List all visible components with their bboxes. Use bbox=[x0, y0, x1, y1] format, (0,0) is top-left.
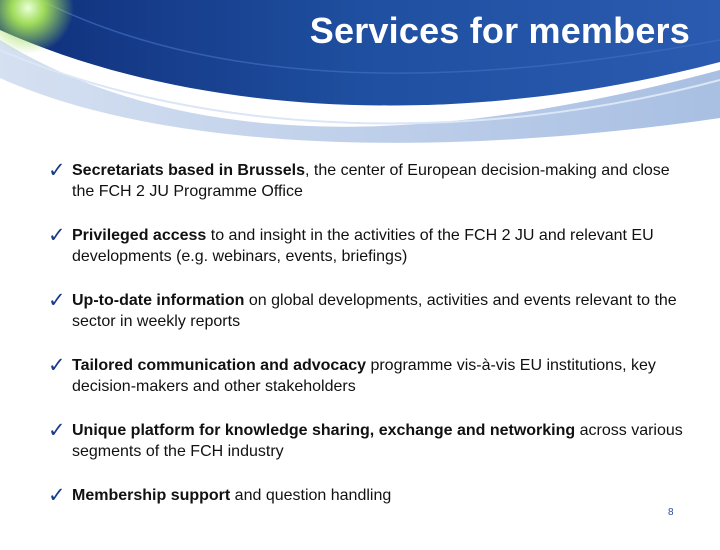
bullet-bold-text: Privileged access bbox=[72, 227, 207, 244]
bullet-bold-text: Up-to-date information bbox=[72, 292, 245, 309]
checkmark-icon: ✓ bbox=[48, 288, 66, 312]
bullet-text: programme vis-à-vis EU institutions, key decision-makers and other stakeholders bbox=[72, 357, 656, 395]
bullet-text: on global developments, activities and events relevant to the sector in weekly reports bbox=[72, 292, 677, 330]
bullet-bold-text: Tailored communication and advocacy bbox=[72, 357, 366, 374]
checkmark-icon: ✓ bbox=[48, 158, 66, 182]
list-item bbox=[48, 290, 688, 355]
checkmark-icon: ✓ bbox=[48, 418, 66, 442]
list-item bbox=[48, 485, 688, 550]
list-item bbox=[48, 225, 688, 290]
bullet-text: , the center of European decision-making and close the FCH 2 JU Programme Office bbox=[72, 162, 670, 200]
list-item bbox=[48, 355, 688, 420]
checkmark-icon: ✓ bbox=[48, 353, 66, 377]
list-item bbox=[48, 420, 688, 485]
bullet-bold-text: Unique platform for knowledge sharing, exchange and networking bbox=[72, 422, 576, 439]
bullet-bold-text: Membership support bbox=[72, 487, 231, 504]
header-banner bbox=[0, 0, 720, 150]
bullet-text: across various segments of the FCH industry bbox=[72, 422, 683, 460]
checkmark-icon: ✓ bbox=[48, 223, 66, 247]
bullet-text: and question handling bbox=[230, 487, 392, 504]
checkmark-icon: ✓ bbox=[48, 483, 66, 507]
list-item bbox=[48, 160, 688, 225]
bullet-text: to and insight in the activities of the FCH 2 JU and relevant EU developments (e.g. webinars, events, briefings) bbox=[72, 227, 654, 265]
bullet-bold-text: Secretariats based in Brussels bbox=[72, 162, 306, 179]
services-list bbox=[48, 160, 688, 550]
slide-title: Services for members bbox=[309, 10, 690, 51]
page-number: 8 bbox=[668, 507, 674, 518]
